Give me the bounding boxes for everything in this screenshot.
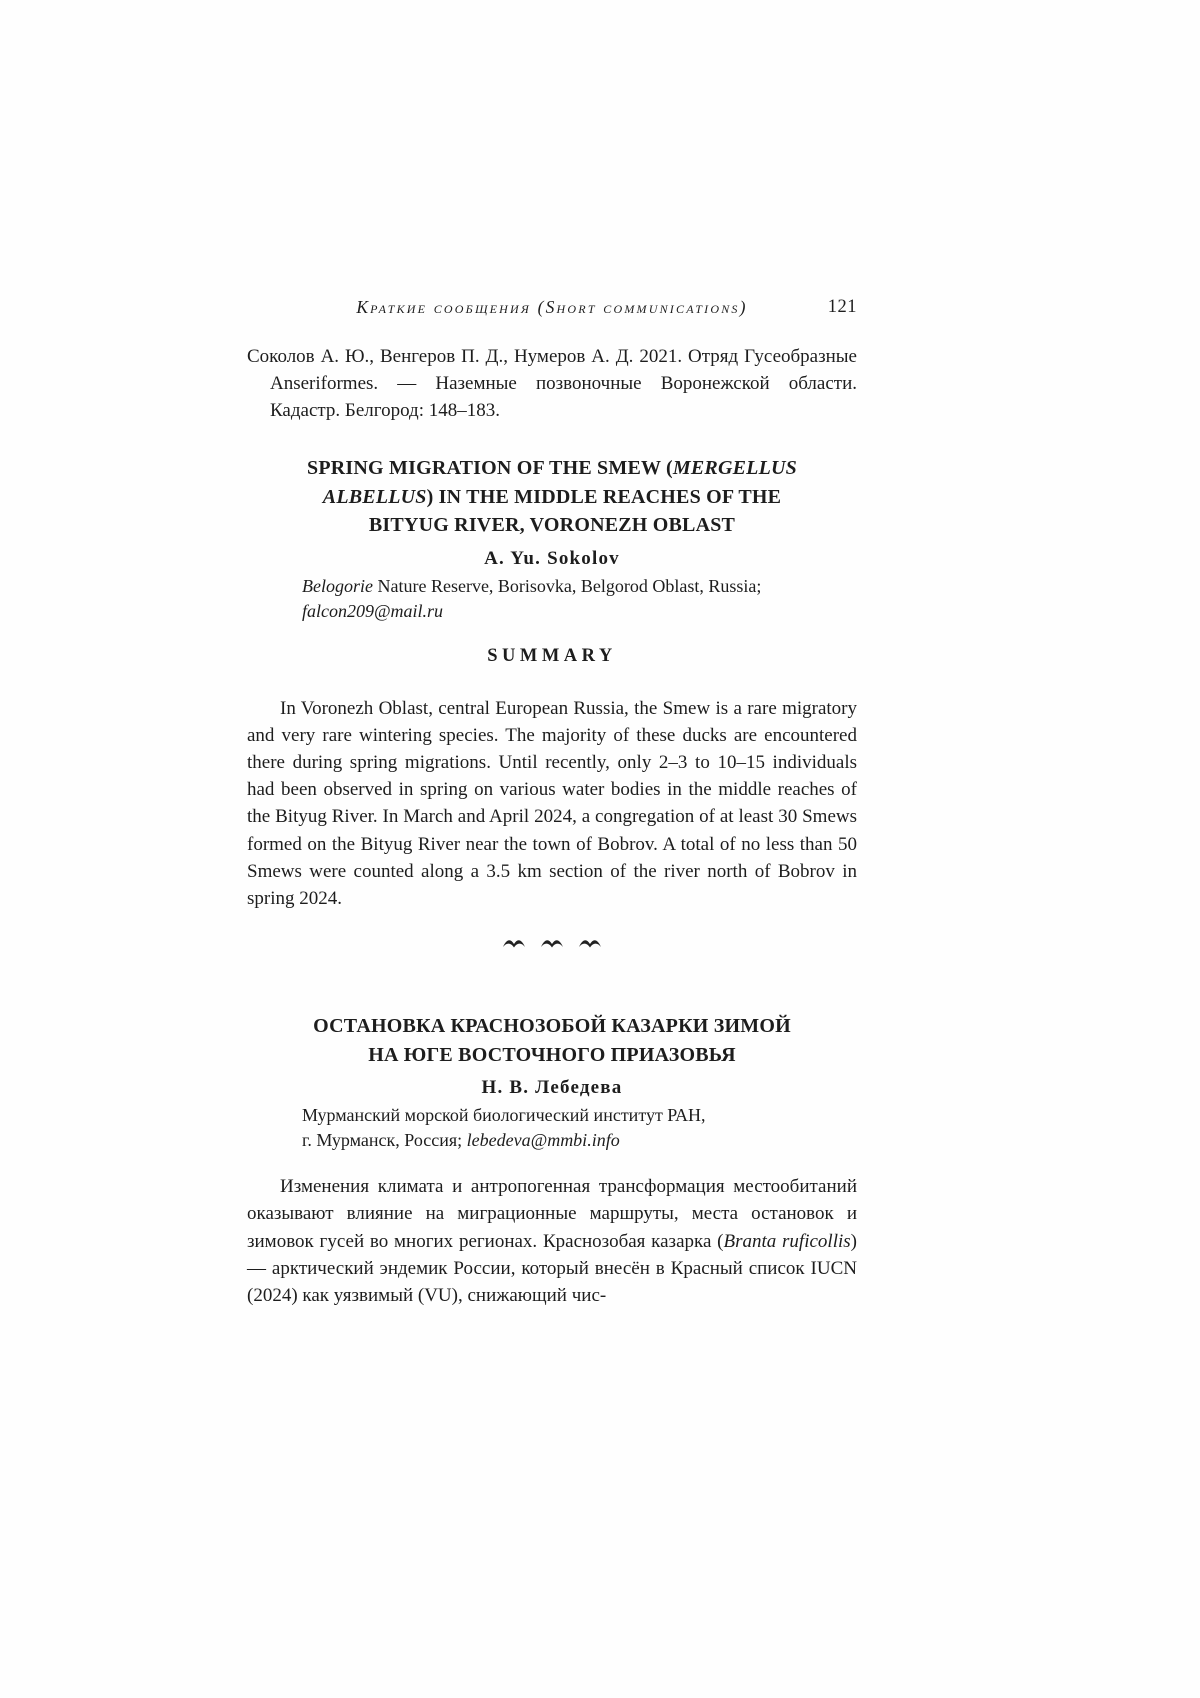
article-title-ru	[247, 1012, 857, 1069]
affiliation-en	[247, 574, 857, 624]
flying-bird-icon	[540, 936, 564, 951]
reference-entry: Соколов А. Ю., Венгеров П. Д., Нумеров А. Д. 2021. Отряд Гусеобразные Anseriformes. — Наземные позвоночные Воронежской области. Кадастр. Белгород: 148–183.	[247, 346, 857, 421]
page-number: 121	[827, 297, 857, 317]
affiliation-city: г. Мурманск, Россия;	[302, 1130, 467, 1151]
article-title-en	[247, 454, 857, 540]
affiliation-line	[302, 1128, 857, 1153]
summary-heading: SUMMARY	[487, 645, 617, 666]
text-column	[247, 297, 857, 1309]
affiliation-ru	[247, 1103, 857, 1153]
title-text: НА ЮГЕ ВОСТОЧНОГО ПРИАЗОВЬЯ	[368, 1043, 736, 1066]
flying-bird-icon	[502, 936, 526, 951]
email-text: falcon209@mail.ru	[302, 600, 444, 621]
affiliation-line: Мурманский морской биологический институт РАН,	[302, 1105, 706, 1126]
affiliation-line	[302, 574, 857, 599]
title-text: ОСТАНОВКА КРАСНОЗОБОЙ КАЗАРКИ ЗИМОЙ	[313, 1015, 791, 1038]
email-text: lebedeva@mmbi.info	[466, 1130, 620, 1151]
section-divider-ornament	[247, 934, 857, 956]
org-rest: Nature Reserve, Borisovka, Belgorod Oblast, Russia;	[372, 575, 762, 596]
title-text: BITYUG RIVER, VORONEZH OBLAST	[368, 514, 736, 536]
page-header	[247, 297, 857, 323]
title-text: ) IN THE MIDDLE REACHES OF THE	[426, 485, 782, 508]
author-en: A. Yu. Sokolov	[484, 547, 620, 569]
latin-species-name: Branta ruficollis	[723, 1230, 851, 1252]
body-text: ) — арктический эндемик России, который внесён в Красный список IUCN (2024) как уязвимый (VU), снижающий чис-	[247, 1230, 857, 1306]
title-latin-name: MERGELLUS	[672, 457, 797, 479]
title-latin-name: ALBELLUS	[322, 485, 427, 508]
title-text: SPRING MIGRATION OF THE SMEW (	[307, 457, 673, 479]
flying-bird-icon	[578, 936, 602, 951]
running-title: Краткие сообщения (Short communications)	[356, 297, 748, 317]
org-name-italic: Belogorie	[302, 575, 373, 596]
body-paragraph-ru	[247, 1173, 857, 1309]
body-text: Изменения климата и антропогенная трансформация местообитаний оказывают влияние на миграционные маршруты, места остановок и зимовок гусей во многих регионах. Краснозобая казарка (	[247, 1176, 857, 1252]
affiliation-line	[302, 599, 857, 624]
author-ru: Н. В. Лебедева	[481, 1077, 623, 1099]
summary-paragraph: In Voronezh Oblast, central European Russia, the Smew is a rare migratory and very rare wintering species. The majority of these ducks are encountered there during spring migrations. Until recently, only 2–3 to 10–15 individuals had been observed in spring on various water bodies in the middle reaches of the Bityug River. In March and April 2024, a congregation of at least 30 Smews formed on the Bityug River near the town of Bobrov. A total of no less than 50 Smews were counted along a 3.5 km section of the river north of Bobrov in spring 2024.	[247, 697, 857, 909]
